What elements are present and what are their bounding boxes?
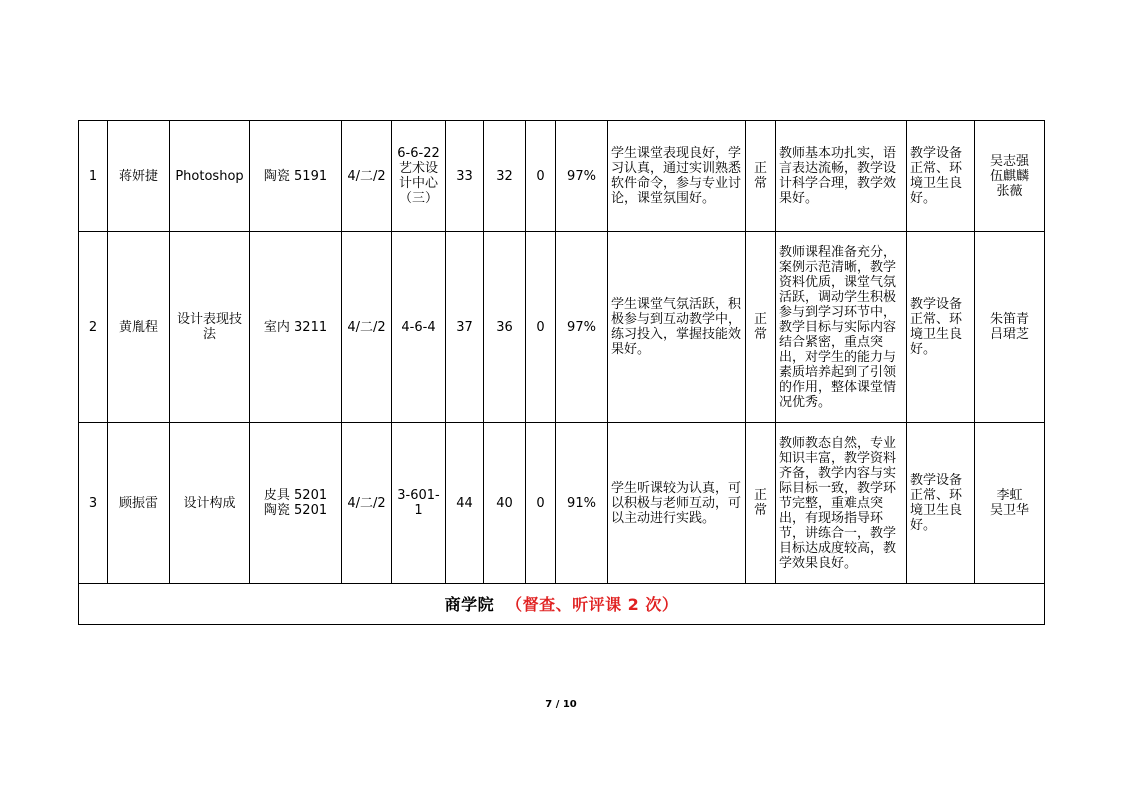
actual-attend: 32 bbox=[484, 121, 526, 232]
inspector-name: 吕珺芝 bbox=[989, 327, 1029, 342]
inspection-table bbox=[78, 120, 1045, 625]
table-row bbox=[79, 121, 1045, 232]
attendance-rate: 97% bbox=[556, 232, 608, 423]
section-title bbox=[79, 584, 1045, 625]
class-name: 陶瓷 5191 bbox=[250, 121, 342, 232]
table-row bbox=[79, 232, 1045, 423]
course-name: 设计构成 bbox=[170, 423, 250, 584]
period: 4/二/2 bbox=[342, 121, 392, 232]
inspector-name: 张薇 bbox=[996, 183, 1023, 199]
should-attend: 37 bbox=[446, 232, 484, 423]
inspector-name: 朱笛青 bbox=[989, 312, 1029, 327]
absent-count: 0 bbox=[526, 423, 556, 584]
class-name bbox=[250, 423, 342, 584]
absent-count: 0 bbox=[526, 121, 556, 232]
page-number: 7 / 10 bbox=[545, 699, 577, 710]
row-number: 2 bbox=[79, 232, 108, 423]
row-number: 3 bbox=[79, 423, 108, 584]
teacher-name: 黄胤程 bbox=[108, 232, 170, 423]
course-name: Photoshop bbox=[170, 121, 250, 232]
table-row bbox=[79, 423, 1045, 584]
teacher-evaluation: 教师基本功扎实，语言表达流畅，教学设计科学合理，教学效果好。 bbox=[776, 121, 907, 232]
equipment-status: 教学设备正常、环境卫生良好。 bbox=[907, 121, 975, 232]
student-evaluation: 学生听课较为认真，可以积极与老师互动，可以主动进行实践。 bbox=[608, 423, 746, 584]
teacher-evaluation: 教师课程准备充分，案例示范清晰，教学资料优质，课堂气氛活跃，调动学生积极参与到学习环节中，教学目标与实际内容结合紧密，重点突出，对学生的能力与素质培养起到了引领的作用，整体课堂情况优秀。 bbox=[776, 232, 907, 423]
teacher-name: 蒋妍捷 bbox=[108, 121, 170, 232]
teacher-name: 顾振雷 bbox=[108, 423, 170, 584]
row-number: 1 bbox=[79, 121, 108, 232]
equipment-status: 教学设备正常、环境卫生良好。 bbox=[907, 232, 975, 423]
class-name: 室内 3211 bbox=[250, 232, 342, 423]
inspectors bbox=[975, 423, 1045, 584]
absent-count: 0 bbox=[526, 232, 556, 423]
should-attend: 33 bbox=[446, 121, 484, 232]
period: 4/二/2 bbox=[342, 232, 392, 423]
period: 4/二/2 bbox=[342, 423, 392, 584]
inspector-name: 李虹 bbox=[996, 488, 1023, 503]
teaching-order: 正常 bbox=[746, 232, 776, 423]
student-evaluation: 学生课堂表现良好，学习认真，通过实训熟悉软件命令，参与专业讨论，课堂氛围好。 bbox=[608, 121, 746, 232]
should-attend: 44 bbox=[446, 423, 484, 584]
inspectors bbox=[975, 121, 1045, 232]
class-item: 陶瓷 5201 bbox=[263, 503, 328, 518]
attendance-rate: 97% bbox=[556, 121, 608, 232]
equipment-status: 教学设备正常、环境卫生良好。 bbox=[907, 423, 975, 584]
student-evaluation: 学生课堂气氛活跃，积极参与到互动教学中，练习投入，掌握技能效果好。 bbox=[608, 232, 746, 423]
inspector-name: 吴卫华 bbox=[989, 503, 1029, 518]
inspector-name: 伍麒麟 bbox=[989, 168, 1029, 184]
inspector-name: 吴志强 bbox=[989, 153, 1029, 169]
teaching-order: 正常 bbox=[746, 423, 776, 584]
classroom: 6-6-22艺术设计中心（三） bbox=[392, 121, 446, 232]
class-item: 皮具 5201 bbox=[263, 488, 328, 503]
actual-attend: 36 bbox=[484, 232, 526, 423]
inspectors bbox=[975, 232, 1045, 423]
section-name: 商学院 bbox=[444, 594, 495, 614]
teaching-order: 正常 bbox=[746, 121, 776, 232]
course-name: 设计表现技法 bbox=[170, 232, 250, 423]
classroom: 3-601-1 bbox=[392, 423, 446, 584]
section-header-row bbox=[79, 584, 1045, 625]
teacher-evaluation: 教师教态自然，专业知识丰富，教学资料齐备，教学内容与实际目标一致，教学环节完整，重难点突出，有现场指导环节，讲练合一，教学目标达成度较高，教学效果良好。 bbox=[776, 423, 907, 584]
classroom: 4-6-4 bbox=[392, 232, 446, 423]
attendance-rate: 91% bbox=[556, 423, 608, 584]
actual-attend: 40 bbox=[484, 423, 526, 584]
section-note: （督查、听评课 2 次） bbox=[506, 594, 679, 614]
